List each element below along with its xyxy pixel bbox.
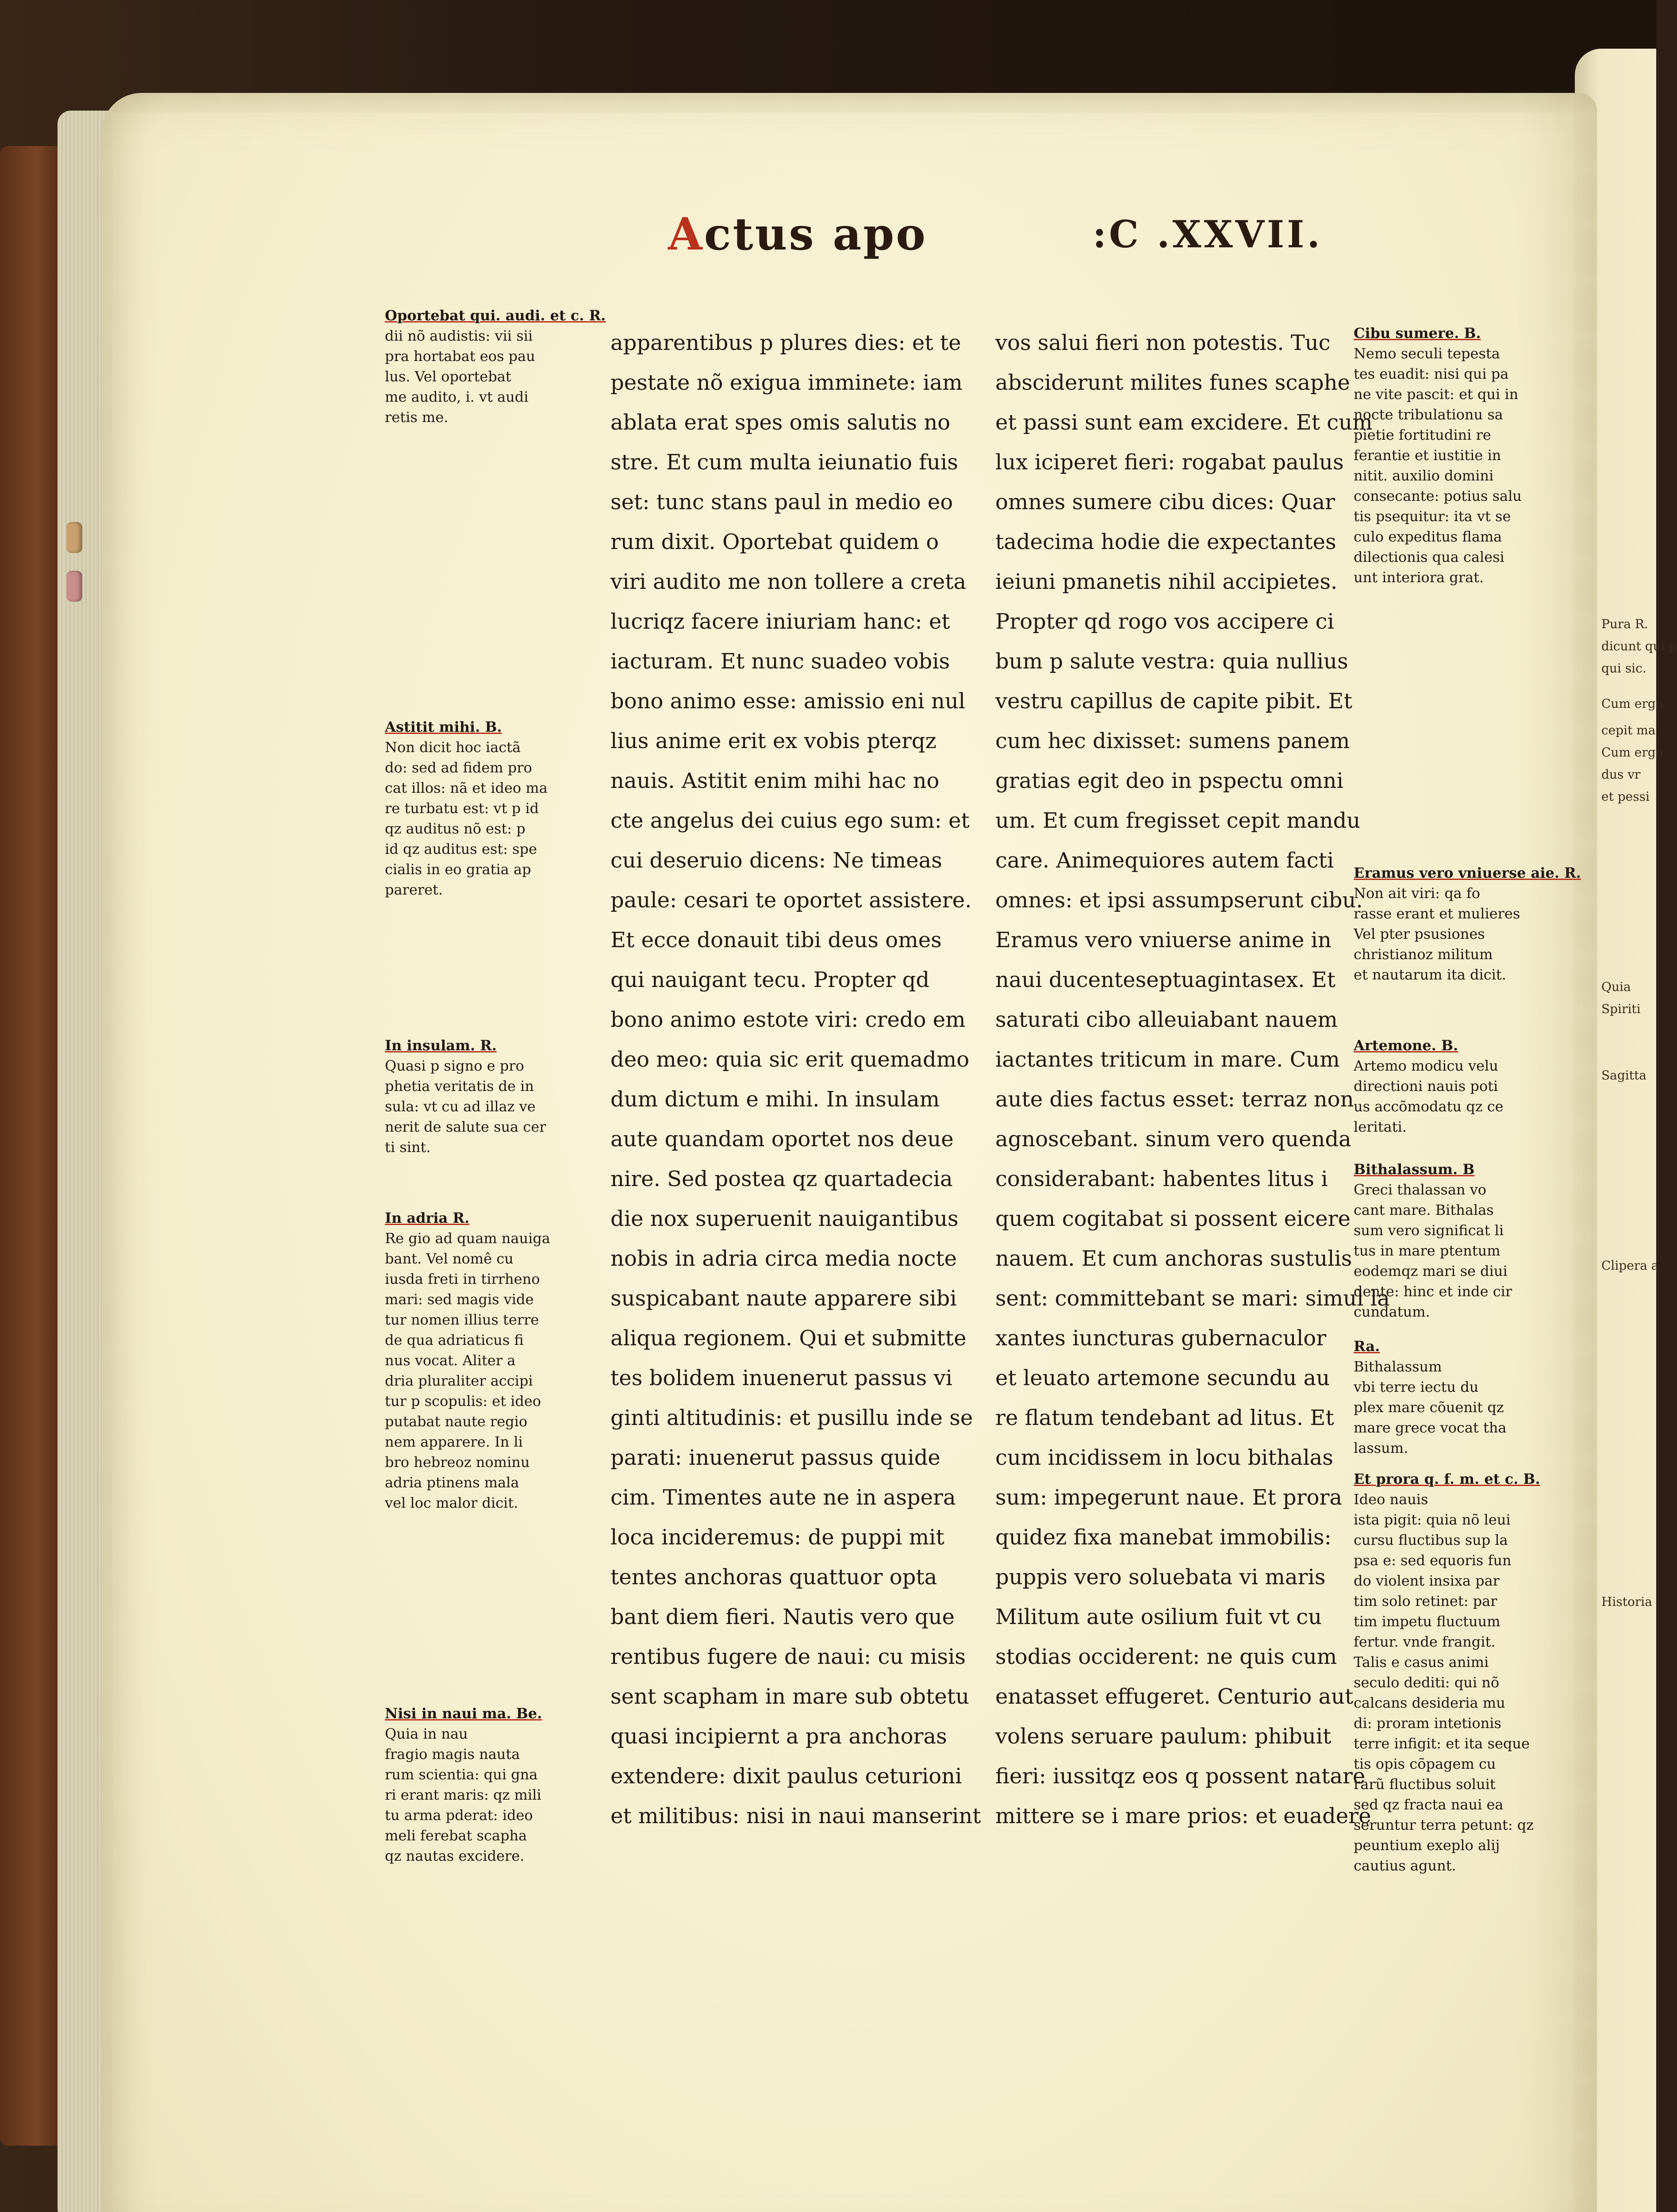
text-line: considerabant: habentes litus i xyxy=(995,1167,1328,1191)
gloss-line: rasse erant et mulieres xyxy=(1354,905,1520,922)
gloss-line: nus vocat. Aliter a xyxy=(385,1352,516,1369)
gloss-lemma: Nisi in naui ma. Be. xyxy=(385,1705,542,1722)
gloss-line: Vel pter psusiones xyxy=(1354,926,1485,942)
gloss-line: directioni nauis poti xyxy=(1354,1078,1498,1094)
gloss-line: qz nautas excidere. xyxy=(385,1847,525,1864)
gloss-note xyxy=(1354,323,1522,588)
text-line: sent: committebant se mari: simul la xyxy=(995,1286,1390,1311)
text-line: pestate nõ exigua imminete: iam xyxy=(610,370,963,395)
next-page-fragment: dus vr xyxy=(1601,767,1641,782)
gloss-note xyxy=(1354,1336,1507,1458)
gloss-lemma: In insulam. R. xyxy=(385,1037,497,1054)
text-line: agnoscebant. sinum vero quenda xyxy=(995,1127,1351,1152)
gloss-line: di: proram intetionis xyxy=(1354,1715,1501,1732)
text-line: suspicabant naute apparere sibi xyxy=(610,1286,957,1311)
text-line: Et ecce donauit tibi deus omes xyxy=(610,928,942,952)
gloss-line: do: sed ad fidem pro xyxy=(385,759,532,776)
gloss-line: bro hebreoz nominu xyxy=(385,1454,530,1471)
gloss-line: Nemo seculi tepesta xyxy=(1354,345,1500,362)
gloss-line: Non dicit hoc iactã xyxy=(385,739,521,756)
gloss-line: vel loc malor dicit. xyxy=(385,1494,518,1511)
next-page-fragment: Clipera a xyxy=(1601,1258,1659,1273)
gloss-line: cundatum. xyxy=(1354,1303,1430,1320)
gloss-line: ne vite pascit: et qui in xyxy=(1354,386,1519,403)
gloss-line: Greci thalassan vo xyxy=(1354,1181,1487,1198)
next-page-fragment: Historia xyxy=(1601,1594,1652,1609)
gloss-line: pra hortabat eos pau xyxy=(385,348,535,365)
gloss-line: cat illos: nã et ideo ma xyxy=(385,780,548,796)
text-line: deo meo: quia sic erit quemadmo xyxy=(610,1047,970,1072)
gloss-line: de qua adriaticus fi xyxy=(385,1332,524,1348)
text-line: cui deseruio dicens: Ne timeas xyxy=(610,848,942,873)
gloss-note xyxy=(385,1703,542,1866)
gloss-line: culo expeditus flama xyxy=(1354,528,1502,545)
running-title-initial: A xyxy=(668,208,704,260)
gloss-line: cant mare. Bithalas xyxy=(1354,1202,1494,1218)
gloss-line: iusda freti in tirrheno xyxy=(385,1271,540,1287)
gloss-line: sum vero significat li xyxy=(1354,1222,1504,1239)
text-line: tentes anchoras quattuor opta xyxy=(610,1565,937,1590)
gloss-line: nitit. auxilio domini xyxy=(1354,467,1494,484)
text-line: quem cogitabat si possent eicere xyxy=(995,1206,1351,1231)
text-line: care. Animequiores autem facti xyxy=(995,848,1334,873)
text-line: rentibus fugere de naui: cu misis xyxy=(610,1644,966,1669)
gloss-note xyxy=(1354,1159,1512,1322)
text-line: bono animo esse: amissio eni nul xyxy=(610,689,966,714)
text-line: loca incideremus: de puppi mit xyxy=(610,1525,944,1550)
text-line: um. Et cum fregisset cepit mandu xyxy=(995,808,1361,833)
gloss-line: Artemo modicu velu xyxy=(1354,1057,1498,1074)
text-line: stre. Et cum multa ieiunatio fuis xyxy=(610,450,958,475)
gloss-line: unt interiora grat. xyxy=(1354,569,1484,586)
gloss-line: et nautarum ita dicit. xyxy=(1354,966,1506,983)
text-line: quasi incipiernt a pra anchoras xyxy=(610,1724,947,1749)
text-line: absciderunt milites funes scaphe xyxy=(995,370,1350,395)
gloss-line: ferantie et iustitie in xyxy=(1354,447,1501,464)
gloss-lemma: Et prora q. f. m. et c. B. xyxy=(1354,1471,1540,1487)
text-line: et passi sunt eam excidere. Et cum xyxy=(995,410,1373,435)
page-tab xyxy=(66,522,82,553)
text-line: parati: inuenerut passus quide xyxy=(610,1445,940,1470)
gloss-lemma: Cibu sumere. B. xyxy=(1354,325,1481,342)
text-line: bant diem fieri. Nautis vero que xyxy=(610,1605,955,1629)
text-line: iacturam. Et nunc suadeo vobis xyxy=(610,649,950,674)
gloss-lemma: Eramus vero vniuerse aie. R. xyxy=(1354,864,1581,881)
gloss-note xyxy=(385,1035,546,1157)
gloss-line: me audito, i. vt audi xyxy=(385,388,529,405)
text-line: nauem. Et cum anchoras sustulis xyxy=(995,1246,1352,1271)
running-title-text: ctus apo xyxy=(704,208,927,260)
text-line: lux iciperet fieri: rogabat paulus xyxy=(995,450,1344,475)
gloss-line: psa e: sed equoris fun xyxy=(1354,1552,1512,1569)
text-line: aliqua regionem. Qui et submitte xyxy=(610,1326,967,1351)
text-line: nire. Sed postea qz quartadecia xyxy=(610,1167,953,1191)
text-line: cum hec dixisset: sumens panem xyxy=(995,729,1350,753)
text-line: enatasset effugeret. Centurio aut xyxy=(995,1684,1354,1709)
gloss-line: terre infigit: et ita seque xyxy=(1354,1735,1530,1752)
chapter-number: :C .XXVII. xyxy=(1093,212,1323,256)
gloss-line: lus. Vel oportebat xyxy=(385,368,511,385)
gloss-line: sula: vt cu ad illaz ve xyxy=(385,1098,536,1115)
page-tab xyxy=(66,571,82,602)
next-page-fragment: Sagitta xyxy=(1601,1068,1646,1083)
gloss-line: us accõmodatu qz ce xyxy=(1354,1098,1504,1115)
gloss-line: tim impetu fluctuum xyxy=(1354,1613,1500,1630)
gloss-note xyxy=(385,1208,550,1513)
text-line: cte angelus dei cuius ego sum: et xyxy=(610,808,970,833)
gloss-line: leritati. xyxy=(1354,1118,1407,1135)
text-line: aute dies factus esset: terraz non xyxy=(995,1087,1354,1112)
text-line: saturati cibo alleuiabant nauem xyxy=(995,1007,1338,1032)
gloss-line: Quia in nau xyxy=(385,1725,468,1742)
gloss-line: pietie fortitudini re xyxy=(1354,426,1491,443)
gloss-line: tur p scopulis: et ideo xyxy=(385,1393,541,1409)
text-line: mittere se i mare prios: et euadere xyxy=(995,1804,1371,1828)
text-line: re flatum tendebant ad litus. Et xyxy=(995,1406,1334,1430)
text-line: nobis in adria circa media nocte xyxy=(610,1246,957,1271)
text-line: Propter qd rogo vos accipere ci xyxy=(995,609,1334,634)
text-line: tadecima hodie die expectantes xyxy=(995,530,1336,554)
gloss-line: mare grece vocat tha xyxy=(1354,1419,1507,1436)
text-line: Militum aute osilium fuit vt cu xyxy=(995,1605,1322,1629)
gloss-column-left xyxy=(385,0,606,2212)
gloss-line: cursu fluctibus sup la xyxy=(1354,1532,1508,1548)
gloss-line: do violent insixa par xyxy=(1354,1572,1500,1589)
next-page-fragment: Quia xyxy=(1601,979,1631,994)
gloss-lemma: Bithalassum. B xyxy=(1354,1161,1475,1178)
gloss-note xyxy=(1354,863,1581,985)
gloss-line: ri erant maris: qz mili xyxy=(385,1786,541,1803)
next-page-fragment: Spiriti xyxy=(1601,1002,1641,1016)
text-line: bono animo estote viri: credo em xyxy=(610,1007,966,1032)
text-line: vos salui fieri non potestis. Tuc xyxy=(995,330,1331,355)
text-line: lius anime erit ex vobis pterqz xyxy=(610,729,936,753)
text-line: nauis. Astitit enim mihi hac no xyxy=(610,768,940,793)
text-line: stodias occiderent: ne quis cum xyxy=(995,1644,1337,1669)
gloss-line: nem apparere. In li xyxy=(385,1433,523,1450)
book-cover xyxy=(0,146,66,2146)
gloss-line: peuntium exeplo alij xyxy=(1354,1837,1500,1854)
text-line: bum p salute vestra: quia nullius xyxy=(995,649,1348,674)
gloss-line: calcans desideria mu xyxy=(1354,1694,1505,1711)
text-line: iactantes triticum in mare. Cum xyxy=(995,1047,1340,1072)
text-line: ieiuni pmanetis nihil accipietes. xyxy=(995,569,1338,594)
gloss-line: putabat naute regio xyxy=(385,1413,528,1430)
text-line: paule: cesari te oportet assistere. xyxy=(610,888,972,913)
text-line: omnes: et ipsi assumpserunt cibu. xyxy=(995,888,1363,913)
gloss-note xyxy=(385,717,548,900)
gloss-line: eodemqz mari se diui xyxy=(1354,1263,1508,1279)
text-line: extendere: dixit paulus ceturioni xyxy=(610,1764,962,1789)
text-line: dum dictum e mihi. In insulam xyxy=(610,1087,940,1112)
text-line: et militibus: nisi in naui manserint xyxy=(610,1804,981,1828)
gloss-line: plex mare cõuenit qz xyxy=(1354,1399,1504,1416)
gloss-lemma: Oportebat qui. audi. et c. R. xyxy=(385,307,606,324)
text-line: rum dixit. Oportebat quidem o xyxy=(610,530,939,554)
gloss-line: tim solo retinet: par xyxy=(1354,1593,1497,1609)
gloss-line: dente: hinc et inde cir xyxy=(1354,1283,1512,1300)
running-title xyxy=(668,208,927,260)
gloss-line: fragio magis nauta xyxy=(385,1746,520,1763)
text-line: apparentibus p plures dies: et te xyxy=(610,330,961,355)
text-line: omnes sumere cibu dices: Quar xyxy=(995,490,1335,515)
gloss-line: dilectionis qua calesi xyxy=(1354,549,1504,565)
text-line: xantes iuncturas gubernaculor xyxy=(995,1326,1327,1351)
text-line: sent scapham in mare sub obtetu xyxy=(610,1684,969,1709)
gloss-line: cialis in eo gratia ap xyxy=(385,861,531,878)
gloss-note xyxy=(385,305,606,427)
gloss-line: nerit de salute sua cer xyxy=(385,1118,546,1135)
gloss-line: Ideo nauis xyxy=(1354,1491,1428,1508)
gloss-line: seculo dediti: qui nõ xyxy=(1354,1674,1500,1691)
gloss-line: tu arma pderat: ideo xyxy=(385,1807,533,1824)
gloss-line: Non ait viri: qa fo xyxy=(1354,885,1481,902)
text-line: lucriqz facere iniuriam hanc: et xyxy=(610,609,950,634)
gloss-lemma: Ra. xyxy=(1354,1338,1380,1355)
gloss-line: ista pigit: quia nõ leui xyxy=(1354,1511,1511,1528)
gloss-lemma: Astitit mihi. B. xyxy=(385,718,502,735)
gloss-line: id qz auditus est: spe xyxy=(385,841,537,857)
gloss-line: pareret. xyxy=(385,881,443,898)
gloss-line: mari: sed magis vide xyxy=(385,1291,534,1308)
text-line: aute quandam oportet nos deue xyxy=(610,1127,954,1152)
text-line: sum: impegerunt naue. Et prora xyxy=(995,1485,1343,1510)
text-line: et leuato artemone secundu au xyxy=(995,1366,1330,1390)
gloss-line: fertur. vnde frangit. xyxy=(1354,1633,1496,1650)
gloss-line: rum scientia: qui gna xyxy=(385,1766,538,1783)
gloss-line: vbi terre iectu du xyxy=(1354,1379,1479,1395)
gloss-line: seruntur terra petunt: qz xyxy=(1354,1816,1534,1833)
gloss-line: dii nõ audistis: vii sii xyxy=(385,327,533,344)
gloss-line: tis psequitur: ita vt se xyxy=(1354,508,1511,525)
text-line: die nox superuenit nauigantibus xyxy=(610,1206,959,1231)
gloss-line: tus in mare ptentum xyxy=(1354,1242,1500,1259)
text-line: viri audito me non tollere a creta xyxy=(610,569,967,594)
gloss-line: qz auditus nõ est: p xyxy=(385,820,526,837)
gloss-column-right xyxy=(1354,0,1581,2212)
gloss-line: dria pluraliter accipi xyxy=(385,1372,533,1389)
text-line: vestru capillus de capite pibit. Et xyxy=(995,689,1352,714)
gloss-line: tur nomen illius terre xyxy=(385,1311,539,1328)
gloss-note xyxy=(1354,1035,1504,1137)
gloss-line: Re gio ad quam nauiga xyxy=(385,1230,550,1247)
text-line: quidez fixa manebat immobilis: xyxy=(995,1525,1332,1550)
gloss-line: tis opis cõpagem cu xyxy=(1354,1755,1496,1772)
text-line: gratias egit deo in pspectu omni xyxy=(995,768,1343,793)
text-line: naui ducenteseptuagintasex. Et xyxy=(995,968,1336,992)
gloss-line: phetia veritatis de in xyxy=(385,1078,534,1094)
gloss-line: rarũ fluctibus soluit xyxy=(1354,1776,1496,1793)
text-line: ablata erat spes omis salutis no xyxy=(610,410,951,435)
text-line: puppis vero soluebata vi maris xyxy=(995,1565,1326,1590)
text-line: ginti altitudinis: et pusillu inde se xyxy=(610,1406,973,1430)
gloss-line: nocte tribulationu sa xyxy=(1354,406,1503,423)
gloss-line: meli ferebat scapha xyxy=(385,1827,527,1844)
text-line: Eramus vero vniuerse anime in xyxy=(995,928,1332,952)
text-line: volens seruare paulum: phibuit xyxy=(995,1724,1332,1749)
next-page-fragment: Cum ergo xyxy=(1601,696,1663,711)
gloss-line: retis me. xyxy=(385,409,449,426)
gloss-line: christianoz militum xyxy=(1354,946,1493,963)
next-page-fragment: Pura R. xyxy=(1601,617,1648,631)
gloss-line: ti sint. xyxy=(385,1139,431,1156)
gloss-line: Bithalassum xyxy=(1354,1358,1442,1375)
gloss-line: Talis e casus animi xyxy=(1354,1654,1489,1671)
gloss-line: Quasi p signo e pro xyxy=(385,1057,524,1074)
gloss-line: lassum. xyxy=(1354,1440,1408,1456)
next-page-fragment: cepit ma xyxy=(1601,723,1656,737)
text-line: qui nauigant tecu. Propter qd xyxy=(610,968,930,992)
text-line: tes bolidem inuenerut passus vi xyxy=(610,1366,953,1390)
text-line: cim. Timentes aute ne in aspera xyxy=(610,1485,956,1510)
text-line: set: tunc stans paul in medio eo xyxy=(610,490,953,515)
gloss-line: cautius agunt. xyxy=(1354,1857,1456,1874)
gloss-lemma: Artemone. B. xyxy=(1354,1037,1458,1054)
next-page-fragment: Cum ergo xyxy=(1601,745,1663,760)
text-line: fieri: iussitqz eos q possent natare xyxy=(995,1764,1366,1789)
gloss-line: bant. Vel nomê cu xyxy=(385,1250,514,1267)
gloss-line: consecante: potius salu xyxy=(1354,488,1522,504)
next-page-fragment: qui sic. xyxy=(1601,661,1646,676)
main-text-column-1 xyxy=(610,323,981,1836)
gloss-line: sed qz fracta naui ea xyxy=(1354,1796,1504,1813)
gloss-line: tes euadit: nisi qui pa xyxy=(1354,365,1509,382)
gloss-note xyxy=(1354,1469,1540,1876)
next-page-fragment: dicunt qui p xyxy=(1601,639,1677,653)
text-line: cum incidissem in locu bithalas xyxy=(995,1445,1333,1470)
next-page-fragment: et pessi xyxy=(1601,789,1650,804)
gloss-line: re turbatu est: vt p id xyxy=(385,800,539,817)
gloss-lemma: In adria R. xyxy=(385,1210,470,1226)
gloss-line: adria ptinens mala xyxy=(385,1474,519,1491)
